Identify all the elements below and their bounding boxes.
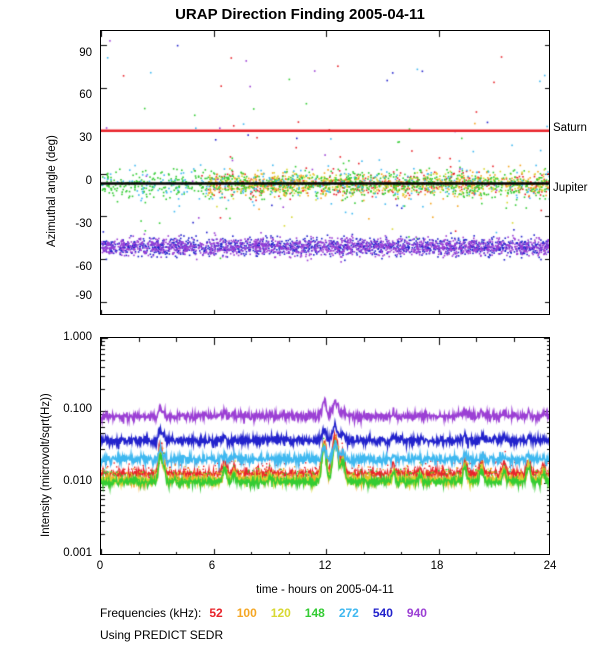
legend	[0, 606, 600, 650]
intensity-ytick-0p001: 0.001	[63, 547, 92, 559]
legend-item-148[interactable]: 148	[304, 606, 325, 620]
page-title: URAP Direction Finding 2005-04-11	[175, 6, 425, 23]
legend-item-52[interactable]: 52	[209, 606, 223, 620]
legend-item-940[interactable]: 940	[406, 606, 427, 620]
intensity-line-canvas	[101, 338, 550, 555]
azimuth-ytick-90: 90	[79, 47, 92, 59]
legend-note: Using PREDICT SEDR	[100, 628, 224, 642]
azimuth-ytick-60: 60	[79, 89, 92, 101]
x-tick-18: 18	[430, 560, 444, 572]
intensity-ytick-0p1: 0.100	[63, 403, 92, 415]
azimuth-ytick-30: 30	[79, 132, 92, 144]
x-axis-label: time - hours on 2005-04-11	[256, 584, 394, 596]
intensity-y-axis-label: Intensity (microvolt/sqrt(Hz))	[40, 393, 52, 537]
intensity-plot-panel	[100, 337, 550, 555]
legend-item-272[interactable]: 272	[338, 606, 359, 620]
legend-frequencies-row	[100, 606, 441, 620]
intensity-ytick-1: 1.000	[63, 331, 92, 343]
jupiter-line-label: Jupiter	[553, 182, 588, 194]
x-tick-6: 6	[208, 560, 216, 572]
azimuth-ytick-m60: -60	[75, 261, 92, 273]
saturn-line-label: Saturn	[553, 122, 587, 134]
azimuth-ytick-m30: -30	[75, 218, 92, 230]
x-tick-12: 12	[318, 560, 332, 572]
legend-item-540[interactable]: 540	[372, 606, 393, 620]
azimuth-y-axis-label: Azimuthal angle (deg)	[46, 135, 58, 247]
intensity-ytick-0p01: 0.010	[63, 475, 92, 487]
azimuth-plot-panel	[100, 30, 550, 315]
legend-item-100[interactable]: 100	[236, 606, 257, 620]
x-tick-0: 0	[96, 560, 104, 572]
azimuth-ytick-0: 0	[85, 175, 92, 187]
legend-item-120[interactable]: 120	[270, 606, 291, 620]
azimuth-ytick-m90: -90	[75, 290, 92, 302]
azimuth-scatter-canvas	[101, 31, 550, 315]
x-tick-24: 24	[543, 560, 557, 572]
legend-title: Frequencies (kHz):	[100, 606, 202, 620]
